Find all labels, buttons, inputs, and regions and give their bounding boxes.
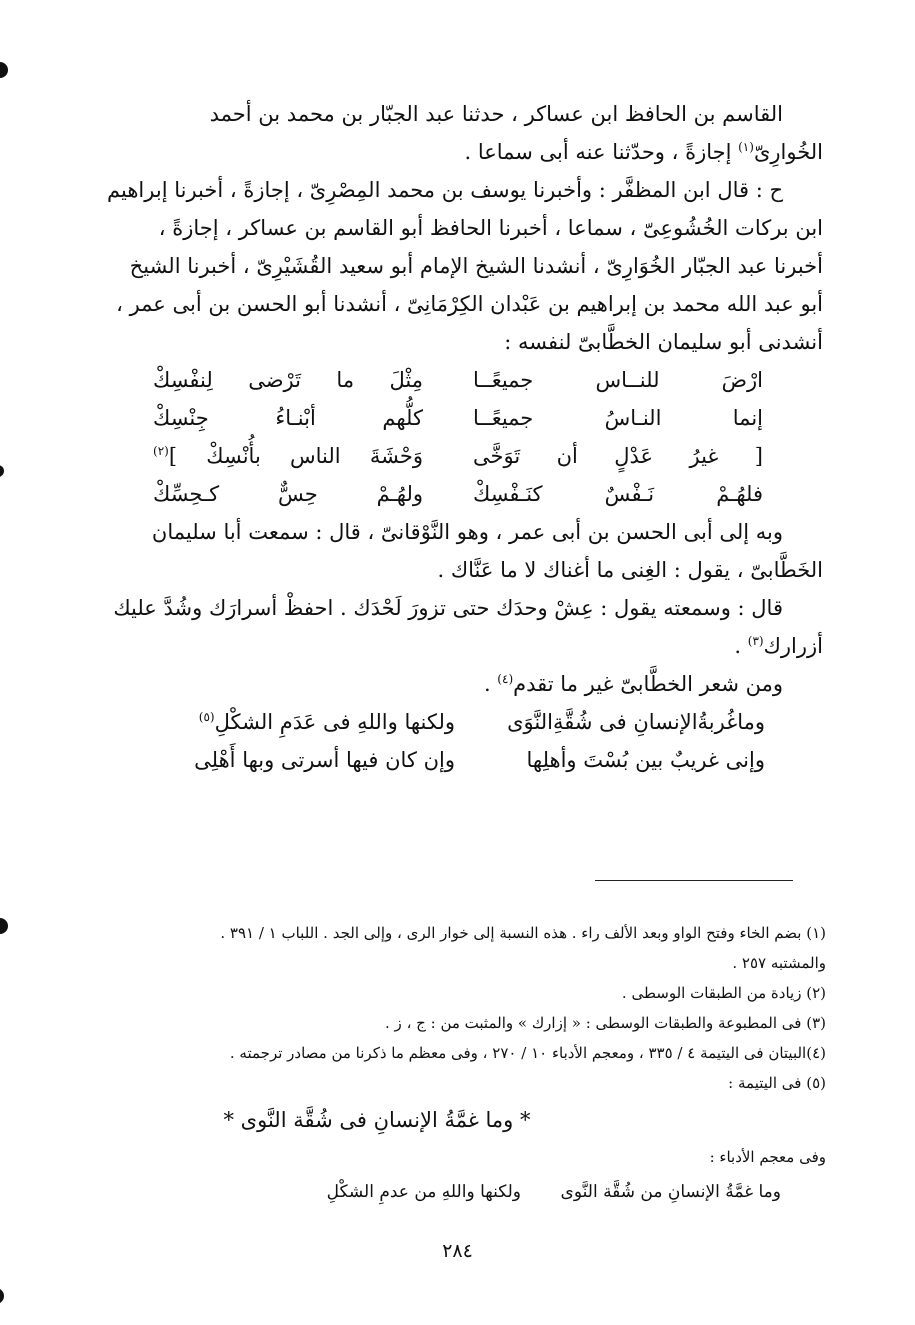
paragraph-2 [78, 171, 823, 361]
poem-2 [78, 703, 823, 779]
verse-second-hemistich: ولكنها واللهِ من عدمِ الشكْلِ [326, 1182, 521, 1202]
text-line: وبه إلى أبى الحسن بن أبى عمر ، وهو النَّوْقانىّ ، قال : سمعت أبا سليمان [151, 520, 783, 544]
footnote-divider [595, 880, 793, 881]
verse-second-hemistich: وإن كان فيها أسرتى وبها أَهْلِى [194, 748, 455, 772]
text-span: وَحْشَةَ الناس بأُنْسِكْ ] [168, 444, 423, 468]
footnote-5-verse-2 [78, 1172, 826, 1212]
verse [78, 475, 823, 513]
verse-second-hemistich [155, 703, 455, 741]
verse [78, 741, 823, 779]
text-span: إجازةً ، وحدّثنا عنه أبى سماعا . [464, 140, 739, 164]
text-span: . [483, 672, 498, 696]
verse-first-hemistich: وإنى غريبٌ بين بُسْتَ وأهلِها [526, 748, 765, 772]
text-span: ولكنها واللهِ فى عَدَمِ الشكْلِ [214, 710, 455, 734]
verse-first-hemistich: وماغُربةُالإنسانِ فى شُقَّةِالنَّوَى [507, 710, 765, 734]
margin-mark [0, 1288, 4, 1304]
footnote-1: (١) بضم الخاء وفتح الواو وبعد الألف راء . هذه النسبة إلى خوار الرى ، وإلى الجد . اللباب ١ / ٣٩١ . [220, 924, 826, 942]
text-line: الخَطَّابىّ ، يقول : الغِنى ما أغناك لا ما عَنَّاك . [437, 558, 823, 582]
text-line: أنشدنى أبو سليمان الخطَّابىّ لنفسه : [504, 330, 823, 354]
page-body [78, 95, 823, 779]
verse [78, 437, 823, 475]
verse-first-hemistich: إنما النـاسُ جميعًــا [473, 406, 763, 430]
verse [78, 361, 823, 399]
verse-first-hemistich: وما غمَّةُ الإنسانِ من شُقَّة النَّوى [560, 1182, 781, 1202]
footnote-4: (٤)البيتان فى اليتيمة ٤ / ٣٣٥ ، ومعجم الأدباء ١٠ / ٢٧٠ ، وفى معظم ما ذكرنا من مصادر ترجمته . [229, 1044, 826, 1062]
text-line: القاسم بن الحافظ ابن عساكر ، حدثنا عبد الجبّار بن محمد بن أحمد [209, 102, 783, 126]
footnote-3: (٣) فى المطبوعة والطبقات الوسطى : « إزارك » والمثبت من : ج ، ز . [385, 1014, 826, 1032]
footnote-marker: (٤) [497, 672, 514, 686]
footnotes [78, 918, 826, 1212]
paragraph-3 [78, 513, 823, 589]
text-line: أخبرنا عبد الجبّار الخُوَارِىّ ، أنشدنا الشيخ الإمام أبو سعيد القُشَيْرِىّ ، أخبرنا الشيخ [129, 254, 823, 278]
text-line [78, 627, 823, 665]
paragraph-5 [78, 665, 823, 703]
footnote-5-verse: * وما غمَّةُ الإنسانِ فى شُقَّة النَّوى * [223, 1108, 531, 1132]
text-span: . [734, 634, 748, 658]
verse-first-hemistich: ارْضَ للنــاس جميعًــا [473, 368, 763, 392]
verse [78, 399, 823, 437]
footnote-marker: (٥) [198, 710, 215, 724]
verse-second-hemistich [153, 437, 423, 475]
footnote-5-continued: وفى معجم الأدباء : [709, 1148, 826, 1166]
text-span: ومن شعر الخطَّابىّ غير ما تقدم [513, 672, 783, 696]
text-span: أزرارك [763, 634, 823, 658]
footnote-marker: (٣) [747, 634, 764, 648]
verse-first-hemistich: [ غيرُ عَدْلٍ أن تَوَخَّى [473, 444, 763, 468]
paragraph-1 [78, 95, 823, 171]
margin-mark [0, 465, 4, 477]
footnote-marker: (٢) [153, 444, 169, 458]
footnote-2: (٢) زيادة من الطبقات الوسطى . [621, 984, 826, 1002]
poem-1 [78, 361, 823, 513]
page-number: ٢٨٤ [442, 1240, 473, 1262]
text-line: ح : قال ابن المظفَّر : وأخبرنا يوسف بن محمد المِصْرِىّ ، إجازةً ، أخبرنا إبراهيم [107, 178, 783, 202]
text-line: قال : وسمعته يقول : عِشْ وحدَك حتى تزورَ لَحْدَك . احفظْ أسرارَك وشُدَّ عليك [113, 596, 783, 620]
text-line [78, 665, 823, 703]
text-line [78, 133, 823, 171]
margin-mark [0, 62, 8, 78]
verse [78, 703, 823, 741]
footnote-5: (٥) فى اليتيمة : [728, 1074, 826, 1092]
paragraph-4 [78, 589, 823, 665]
footnote-1-continued: والمشتبه ٢٥٧ . [732, 954, 826, 972]
verse-second-hemistich: ولهُـمْ حِسٌّ كـحِسِّكْ [153, 482, 423, 506]
margin-mark [0, 918, 8, 934]
footnote-marker: (١) [738, 140, 754, 154]
verse-second-hemistich: كلُّهم أبْنـاءُ جِنْسِكْ [153, 406, 423, 430]
text-line: ابن بركات الخُشُوعِىّ ، سماعا ، أخبرنا الحافظ أبو القاسم بن عساكر ، إجازةً ، [158, 216, 823, 240]
text-span: الخُوارِىّ [753, 140, 823, 164]
verse-first-hemistich: فلهُـمْ نَـفْسٌ كنَـفْسِكْ [473, 482, 763, 506]
verse-second-hemistich: مِثْلَ ما تَرْضى لِنفْسِكْ [153, 368, 423, 392]
text-line: أبو عبد الله محمد بن إبراهيم بن عَبْدان الكِرْمَانِىّ ، أنشدنا أبو الحسن بن أبى عمر ، [116, 292, 823, 316]
